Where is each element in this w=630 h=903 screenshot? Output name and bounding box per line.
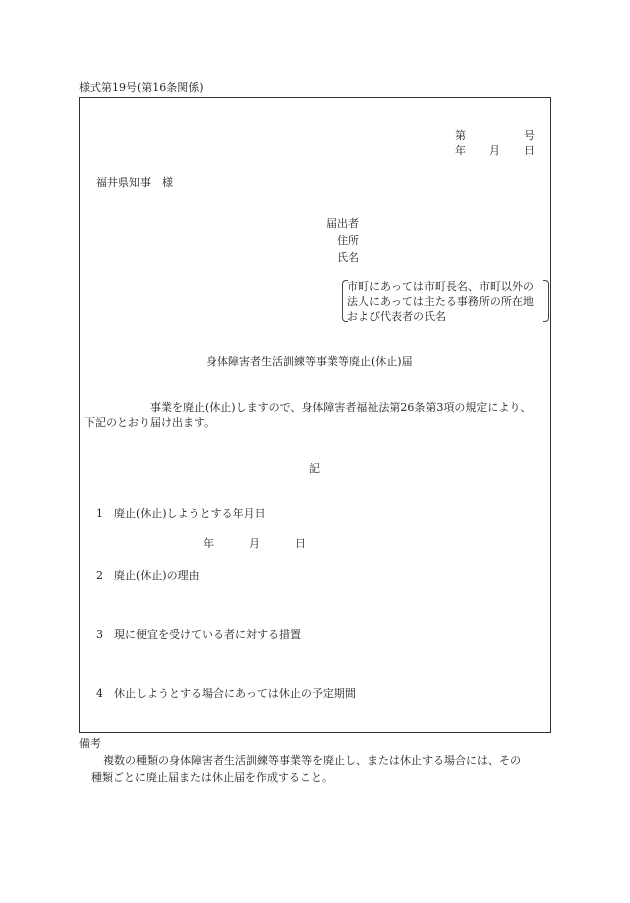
date-month: 月: [489, 144, 500, 157]
item1-date-month: 月: [249, 537, 260, 550]
remarks-heading: 備考: [79, 737, 101, 750]
document-title: 身体障害者生活訓練等事業等廃止(休止)届: [206, 355, 413, 368]
note-line: および代表者の氏名: [347, 310, 446, 323]
applicant-note: [342, 280, 549, 324]
name-label: 氏名: [337, 251, 359, 264]
remarks-line-1: 複数の種類の身体障害者生活訓練等事業等を廃止し、または休止する場合には、その: [103, 754, 521, 767]
item-4-label: 休止しようとする場合にあっては休止の予定期間: [114, 687, 356, 700]
form-number: 様式第19号(第16条関係): [79, 81, 204, 94]
right-bracket: [543, 280, 549, 322]
item-3-number: 3: [96, 628, 103, 641]
item-1-label: 廃止(休止)しようとする年月日: [114, 507, 266, 520]
remarks-line-2: 種類ごとに廃止届または休止届を作成すること。: [91, 771, 333, 784]
body-text-line-2: 下記のとおり届け出ます。: [84, 416, 216, 429]
body-text-line-1: 事業を廃止(休止)しますので、身体障害者福祉法第26条第3項の規定により、: [150, 401, 532, 414]
date-day: 日: [524, 144, 535, 157]
applicant-label: 届出者: [326, 217, 359, 230]
doc-number-go: 号: [524, 129, 535, 142]
item-2-number: 2: [96, 569, 103, 582]
note-line: 市町にあっては市町長名、市町以外の: [347, 280, 534, 293]
item-1-number: 1: [96, 507, 103, 520]
note-line: 法人にあっては主たる事務所の所在地: [347, 295, 534, 308]
addressee: 福井県知事 様: [96, 176, 173, 189]
ki-heading: 記: [309, 462, 320, 475]
item-4-number: 4: [96, 687, 103, 700]
doc-number-dai: 第: [455, 129, 466, 142]
date-year: 年: [455, 144, 466, 157]
item1-date-day: 日: [295, 537, 306, 550]
item-2-label: 廃止(休止)の理由: [114, 569, 200, 582]
item-3-label: 現に便宜を受けている者に対する措置: [114, 628, 301, 641]
item1-date-year: 年: [203, 537, 214, 550]
address-label: 住所: [337, 234, 359, 247]
